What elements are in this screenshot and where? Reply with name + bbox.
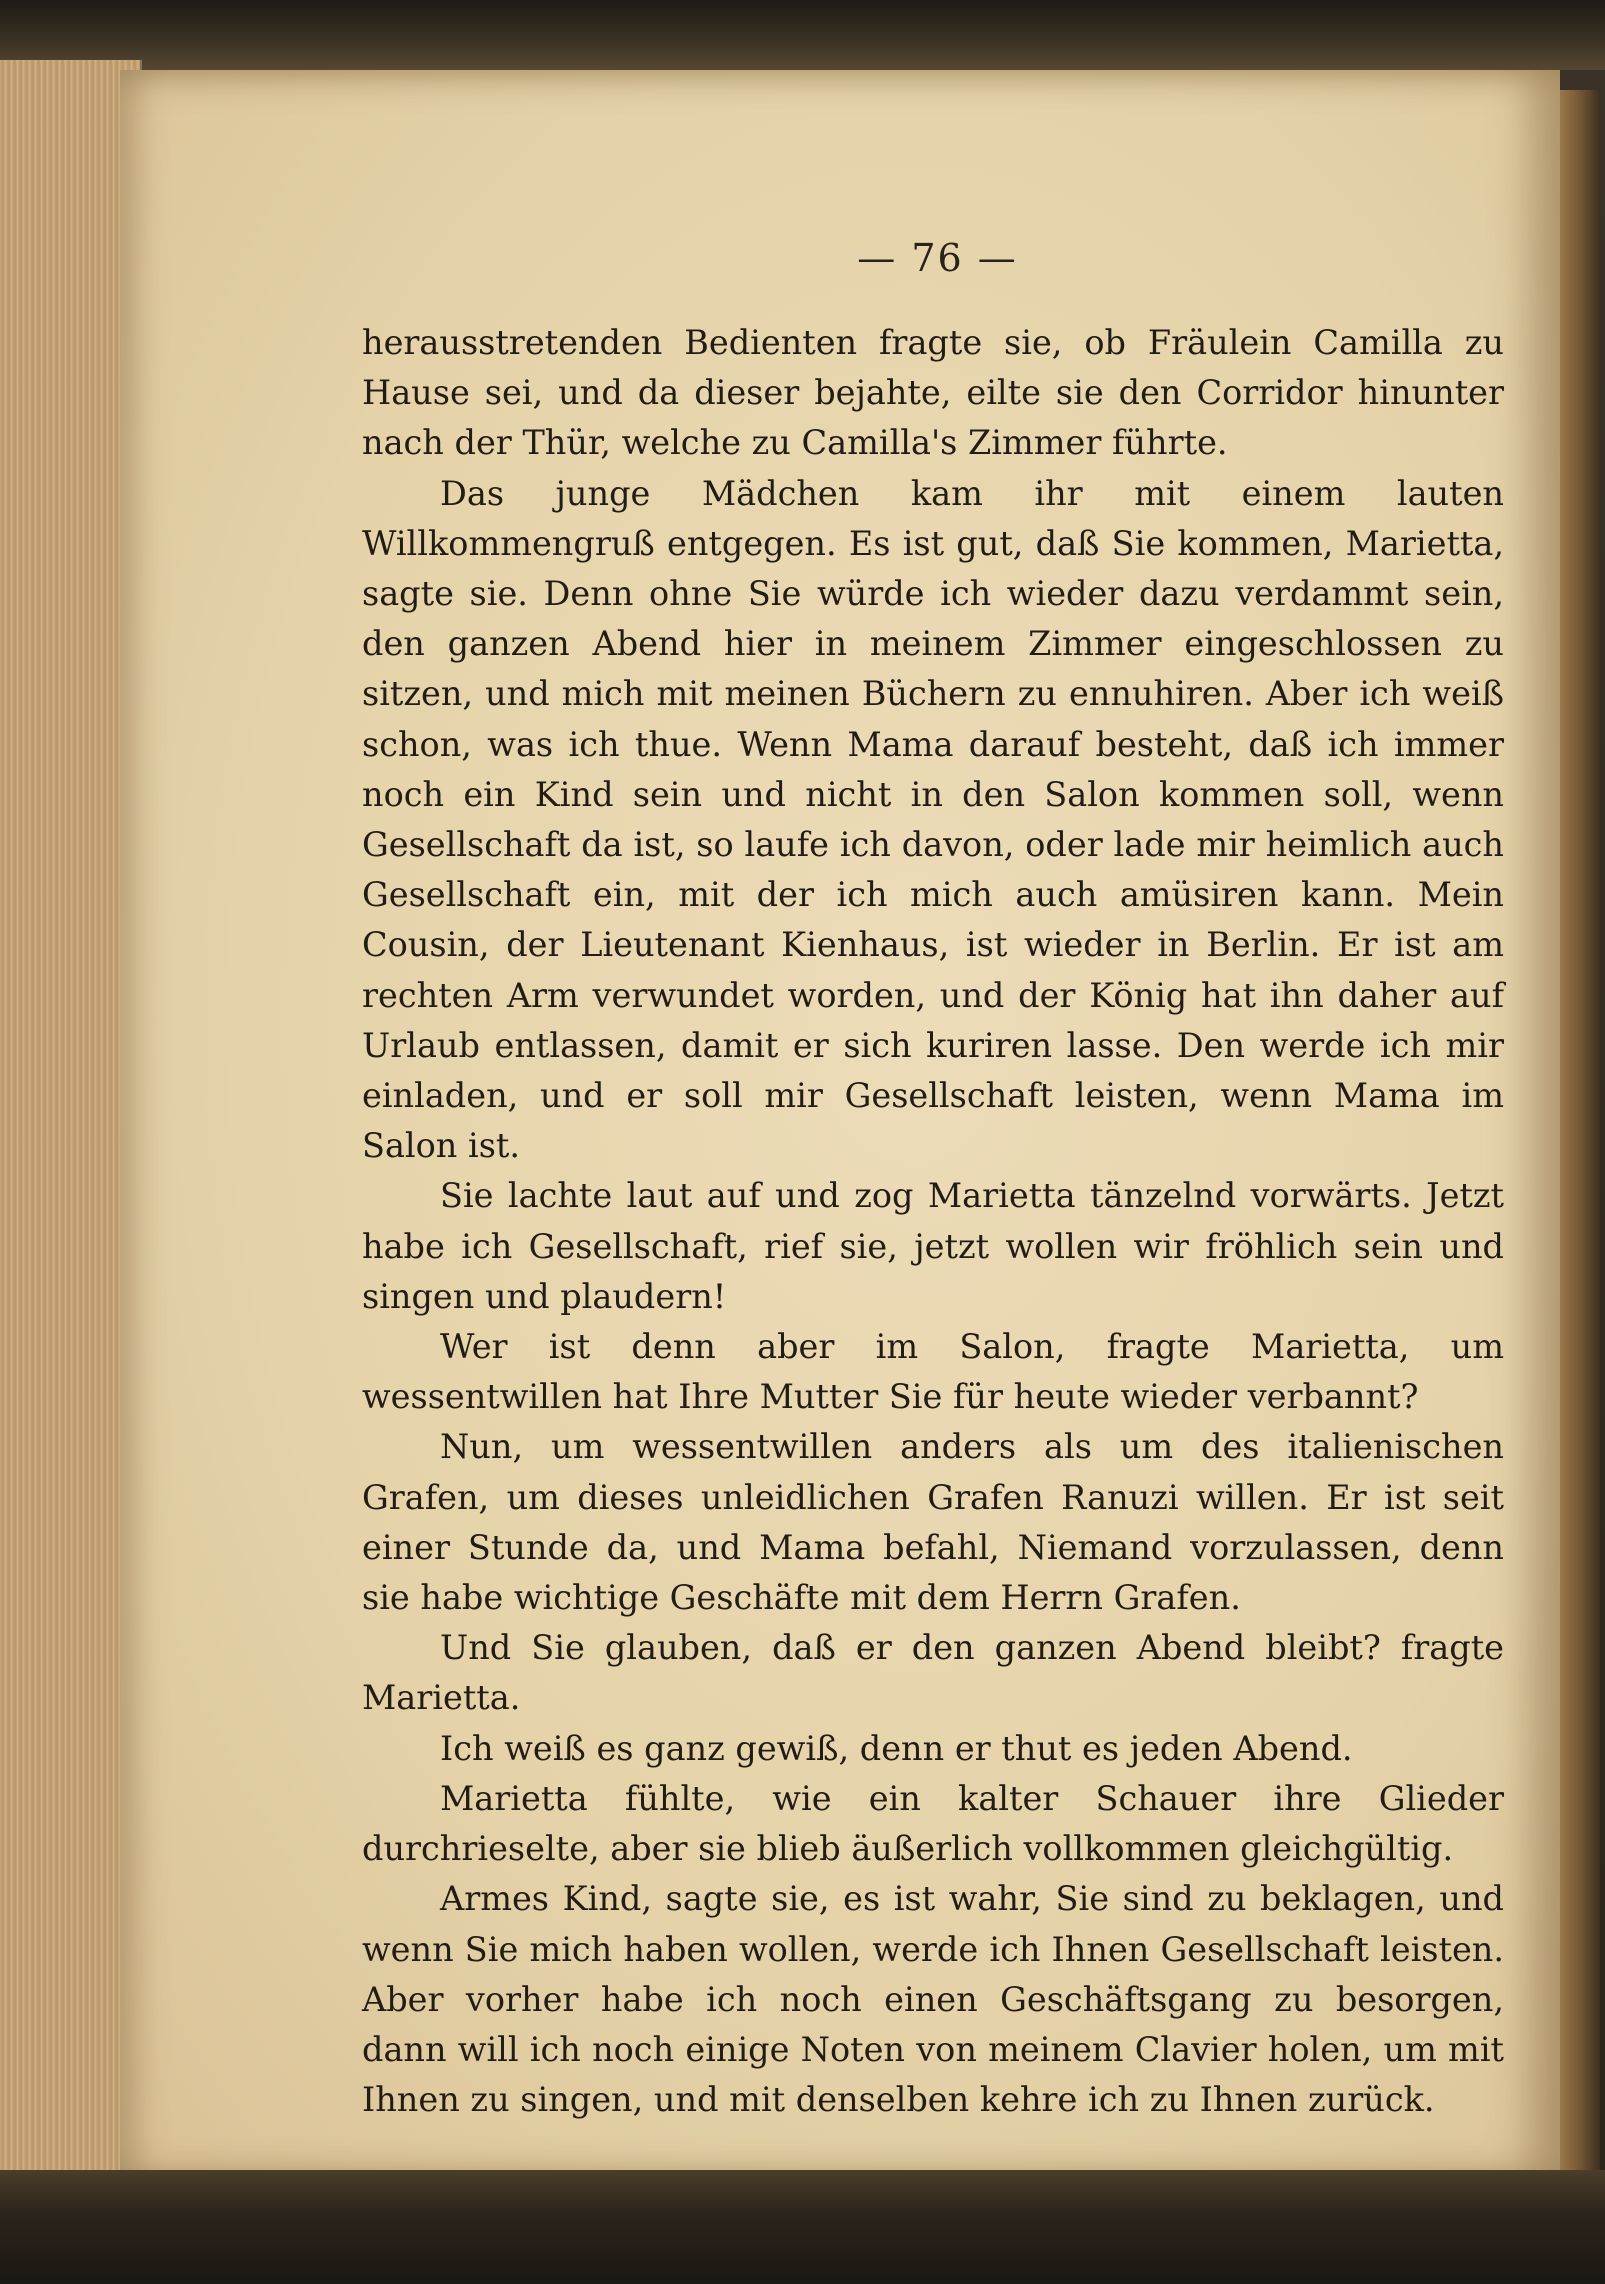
paragraph: Sie lachte laut auf und zog Marietta tänzelnd vorwärts. Jetzt habe ich Gesellschaft, rief sie, jetzt wollen wir fröhlich sein und singen und plaudern!: [362, 1176, 1504, 1316]
paragraph: Wer ist denn aber im Salon, fragte Marietta, um wessentwillen hat Ihre Mutter Sie für heute wieder verbannt?: [362, 1327, 1504, 1417]
cover-board-bottom: [0, 2170, 1605, 2284]
cover-board-top: [0, 0, 1605, 70]
paragraph: Nun, um wessentwillen anders als um des italienischen Grafen, um dieses unleidlichen Grafen Ranuzi willen. Er ist seit einer Stunde da, und Mama befahl, Niemand vorzulassen, denn sie habe wichtige Geschäfte mit dem Herrn Grafen.: [362, 1427, 1504, 1618]
paragraph: herausstretenden Bedienten fragte sie, ob Fräulein Camilla zu Hause sei, und da dieser bejahte, eilte sie den Corridor hinunter nach der Thür, welche zu Camilla's Zimmer führte.: [362, 323, 1504, 463]
paragraph: Und Sie glauben, daß er den ganzen Abend bleibt? fragte Marietta.: [362, 1628, 1504, 1718]
paragraph: Armes Kind, sagte sie, es ist wahr, Sie sind zu beklagen, und wenn Sie mich haben wollen, werde ich Ihnen Gesellschaft leisten. Aber vorher habe ich noch einen Geschäftsgang zu besorgen, dann will ich noch einige Noten von meinem Clavier holen, um mit Ihnen zu singen, und mit denselben kehre ich zu Ihnen zurück.: [362, 1879, 1504, 2120]
paragraph: Das junge Mädchen kam ihr mit einem lauten Willkommengruß entgegen. Es ist gut, daß Sie kommen, Marietta, sagte sie. Denn ohne Sie würde ich wieder dazu verdammt sein, den ganzen Abend hier in meinem Zimmer eingeschlossen zu sitzen, und mich mit meinen Büchern zu ennuhiren. Aber ich weiß schon, was ich thue. Wenn Mama darauf besteht, daß ich immer noch ein Kind sein und nicht in den Salon kommen soll, wenn Gesellschaft da ist, so laufe ich davon, oder lade mir heimlich auch Gesellschaft ein, mit der ich mich auch amüsiren kann. Mein Cousin, der Lieutenant Kienhaus, ist wieder in Berlin. Er ist am rechten Arm verwundet worden, und der König hat ihn daher auf Urlaub entlassen, damit er sich kuriren lasse. Den werde ich mir einladen, und er soll mir Gesellschaft leisten, wenn Mama im Salon ist.: [362, 473, 1504, 1166]
paragraph: Marietta fühlte, wie ein kalter Schauer ihre Glieder durchrieselte, aber sie blieb äußerlich vollkommen gleichgültig.: [362, 1778, 1504, 1869]
page-number: — 76 —: [857, 236, 1018, 280]
body-text: [362, 318, 1504, 2125]
paragraph: Ich weiß es ganz gewiß, denn er thut es jeden Abend.: [440, 1728, 1353, 1768]
